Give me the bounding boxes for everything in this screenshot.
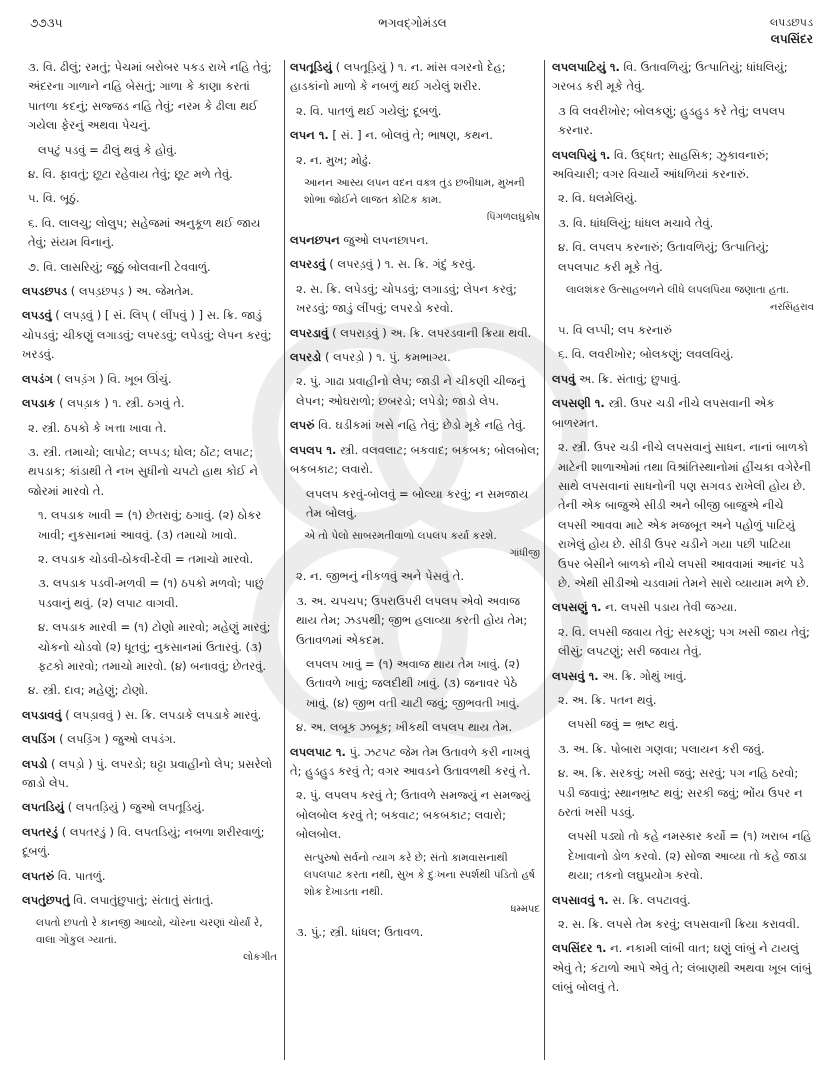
quote-source: ધમ્મપદ	[510, 903, 540, 915]
book-title: ભગવદ્ગોમંડલ	[378, 16, 447, 30]
column-divider	[284, 60, 285, 1060]
sense-line: ૫. વિ લપ્પી; લપ કરનારું	[558, 323, 672, 338]
headword: લપલપિયું ૧.	[552, 147, 611, 162]
definition-text: વિ. ઉદ્ધત; સાહસિક; ઝુકાવનારું; અવિચારી; વગર વિચાર્યે આંધળિયાં કરનારું.	[552, 147, 769, 182]
headword: લપતરડું	[22, 824, 59, 839]
sense-line: ૨. વિ. ધલમેલિયું.	[558, 191, 638, 206]
dictionary-entry	[552, 667, 814, 686]
dictionary-entry	[22, 798, 277, 817]
sense-line: ૨. પું. લપલપ કરવું તે; ઉતાવળે સમજ્યું ન સમજ્યું બોલબોલ કરવું તે; બકવાટ; બકબકાટ; લવારો; બોલબોલ.	[296, 788, 531, 842]
headword: લપતડિયું	[22, 800, 65, 815]
definition-text: ( લપરડ઼ો ) ૧. પું. કમભાગ્ય.	[324, 350, 451, 365]
sense-line: ૩ વિ લવરીખોર; બોલકણું; હુડહુડ કરે તેવું; લપલપ કરનાર.	[558, 103, 786, 138]
definition-text: ( લપડ઼ંગ ) વિ. ખૂબ ઊંચું.	[56, 371, 172, 386]
headword: લપડો	[22, 756, 48, 771]
sense-line: ૭. વિ. લાસરિયું; જૂઠું બોલવાની ટેવવાળું.	[28, 259, 211, 274]
quote-source: ગાંધીજી	[509, 548, 540, 560]
usage-quote	[552, 282, 814, 316]
quote-text: સત્પુરુષો સર્વનો ત્યાગ કરે છે; સંતો કામવાસનાથી લપલપાટ કરતા નથી, સુખ કે દુઃખના સ્પર્શથી પંડિતો હર્ષ શોક દેખાડતા નથી.	[304, 851, 535, 898]
column-middle	[290, 58, 540, 1063]
definition-text: અ. ક્રિ. સંતાવું; છુપાવું.	[578, 371, 681, 386]
sense-line: ૪. સ્ત્રી. દાવ; મહેણું; ટોણો.	[28, 683, 149, 698]
idiom-line: લપસી જવું = ભ્રષ્ટ થવું.	[568, 717, 679, 732]
definition-text: ( લપડ઼છપડ઼ ) અ. જેમતેમ.	[70, 284, 194, 299]
dictionary-entry	[290, 416, 540, 435]
page-header	[0, 0, 825, 58]
sense-line: ૪. વિ. ફાવતું; છૂટા રહેવાય તેવું; છૂટ મળે તેવું.	[28, 167, 233, 182]
sense-line: ૩. અ. ચપચપ; ઉપરાઉપરી લપલપ એવો અવાજ થાય તેમ; ઝડપથી; જીભ હલાવ્યા કરતી હોય તેમ; ઉતાવળમાં એકદમ.	[296, 593, 528, 647]
usage-quote	[290, 850, 540, 918]
dictionary-entry	[290, 231, 540, 250]
dictionary-entry	[22, 891, 277, 910]
dictionary-entry	[290, 348, 540, 367]
headword: લપડિંગ	[22, 732, 56, 747]
headword: લપતૂડિયું	[290, 60, 333, 74]
idiom-line: લપલપ ખાવું = (૧) અવાજ થાય તેમ ખાવું. (૨) ઉતાવળે ખાવું; જલદીથી ખાવું. (૩) જનાવર પેઠે ખાવું. (૪) જીભ વતી ચાટી જવું; જીભવતી ખાવું.	[306, 656, 520, 710]
idiom-line: ૪. લપડાક મારવી = (૧) ટોણો મારવો; મહેણું મારવું; ચોકનો ચોડવો (૨) ધૂતવું; નુકસાનમાં ઉતારવું. (૩) ફટકો મારવો; તમાચો મારવો. (૪) બનાવવું; છેતરવું.	[38, 620, 271, 673]
headword: લપડાવવું	[22, 707, 62, 722]
definition-text: જુઓ લપનછાપન.	[343, 233, 429, 248]
sense-line: ૨. ન. જીભનું નીકળવું અને પેસવું તે.	[296, 569, 465, 584]
dictionary-entry	[22, 394, 277, 413]
guide-word-last: લપસિંદર	[770, 32, 813, 46]
headword: લપડછપડ	[22, 284, 68, 299]
dictionary-entry	[552, 891, 814, 910]
usage-quote	[290, 175, 540, 226]
sense-line: ૪. વિ. લપલપ કરનારું; ઉતાવળિયું; ઉત્પાતિયું; લપલપાટ કરી મૂકે તેવું.	[558, 240, 770, 274]
dictionary-entry	[552, 394, 814, 433]
idiom-line: લપટું પડવું = ઢીલું થવું કે હોવું.	[38, 142, 178, 157]
sense-line: ૨. સ. ક્રિ. લપેડવું; ચોપડવું; લગાડવું; લેપન કરવું; ખરડવું; જાડું લીંપવું; લપરડો કરવો.	[296, 281, 517, 316]
definition-text: ( લપતૂડ઼િયું ) ૧. ન. માંસ વગરનો દેહ; હાડકાંનો માળો કે નબળું થઈ ગયેલું શરીર.	[290, 60, 506, 94]
guide-word-first: લપડછપડ	[769, 16, 813, 29]
headword: લપડાક	[22, 396, 56, 411]
sense-line: ૨. સ્ત્રી. ઉપર ચડી નીચે લપસવાનું સાધન. નાનાં બાળકો માટેની શાળાઓમાં તથા વિશ્રાંતિસ્થાનોમાં હીંચકા વગેરેની સાથે લપસવાનાં સાધનોની પણ સગવડ રાખેલી હોય છે. તેની એક બાજુએ સીડી અને બીજી બાજુએ નીચે લપસી આવવા માટે એક મજબૂત અને પહોળું પાટિયું રાખેલું હોય છે. સીડી ઉપર ચડીને ગયા પછી પાટિયા ઉપર બેસીને બાળકો નીચે લપસી આવવામાં આનંદ પડે છે. એથી સીડીઓ ચડવામાં તેમને સારો વ્યાયામ મળે છે.	[558, 440, 811, 590]
dictionary-entry	[22, 370, 277, 389]
dictionary-entry	[22, 730, 277, 749]
dictionary-entry	[552, 370, 814, 389]
dictionary-entry	[22, 755, 277, 794]
sense-line: ૩. વિ. ધાંધલિયું; ધાંધલ મચાવે તેવું.	[558, 215, 714, 230]
headword: લપરું	[290, 418, 315, 433]
dictionary-entry	[22, 867, 277, 886]
headword: લપસવું ૧.	[552, 668, 599, 683]
headword: લપલપ ૧.	[290, 442, 337, 457]
column-left	[22, 58, 277, 1063]
definition-text: સ્ત્રી. ઉપર ચડી નીચે લપસવાની એક બાળરમત.	[552, 396, 775, 430]
sense-line: ૪. અ. ક્રિ. સરકવું; ખસી જવું; સરવું; પગ નહિ ઠરવો; પડી જવાવું; સ્થાનભ્રષ્ટ થવું; સરકી જવું; ભોંય ઉપર ન ઠરતાં ખસી પડવું.	[558, 766, 803, 819]
sense-line: ૨. પું. ગાઢા પ્રવાહીનો લેપ; જાડી ને ચીકણી ચીજનું લેપન; ઓઘરાળો; છબરડો; લપેડો; જાડો લેપ.	[296, 374, 526, 408]
quote-text: આનન આસ્ય લપન વદન વક્ત્ર તુંડ છબીધામ, મુખની શોભા જોઈને લાજત કોટિક કામ.	[304, 177, 525, 207]
dictionary-entry	[290, 126, 540, 145]
page-number: ૭૭૩૫	[30, 16, 63, 30]
quote-text: લાલશંકર ઉત્સાહબળને લીધે લપલપિયા જણાતા હતા.	[566, 284, 790, 297]
guide-words	[770, 14, 813, 48]
dictionary-entry	[290, 324, 540, 343]
definition-text: અ. ક્રિ. ગોથું ખાવું.	[602, 668, 687, 683]
sense-line: ૨. સ. ક્રિ. લપસે તેમ કરવું; લપસવાની ક્રિયા કરાવવી.	[558, 917, 800, 932]
idiom-line: ૨. લપડાક ચોડવી-ઠોકવી-દેવી = તમાચો મારવો.	[38, 551, 254, 566]
definition-text: ન. લપસી પડાય તેવી જગ્યા.	[605, 600, 738, 615]
dictionary-entry	[552, 939, 814, 997]
headword: લપસિંદર ૧.	[552, 941, 607, 956]
sense-line: ૨. વિ. લપસી જવાય તેવું; સરકણું; પગ ખસી જાય તેવું; લીસું; લપટણું; સરી જવાય તેવું.	[558, 624, 810, 659]
sense-line: ૨. સ્ત્રી. ઠપકો કે ખત્તા ખાવા તે.	[28, 420, 167, 435]
definition-text: ( લપડ઼િંગ ) જુઓ લપડંગ.	[59, 732, 177, 747]
dictionary-columns	[0, 58, 825, 1068]
dictionary-entry	[290, 743, 540, 782]
dictionary-entry	[552, 58, 814, 97]
definition-text: ( લપડ઼ાક ) ૧. સ્ત્રી. ઠગવું તે.	[59, 396, 185, 411]
headword: લપરડો	[290, 350, 322, 365]
definition-text: સ્ત્રી. વલવલાટ; બકવાદ; બકબક; બોલબોલ; બકબકાટ; લવારો.	[290, 442, 540, 477]
quote-source: પિંગળલઘુકોષ	[486, 212, 540, 224]
definition-text: ( લપરાડ઼વું ) અ. ક્રિ. લપરડવાની ક્રિયા થવી.	[332, 325, 532, 340]
headword: લપતરું	[22, 868, 55, 883]
definition-text: વિ. ઘડીકમાં ખસે નહિ તેવું; છેડો મૂકે નહિ તેવું.	[318, 418, 526, 433]
headword: લપતુંછપતું	[22, 893, 70, 908]
dictionary-entry	[22, 306, 277, 364]
quote-source: લોકગીત	[243, 952, 277, 964]
definition-text: ન. નકામી લાંબી વાત; ઘણું લાંબું ને ટાયલું એવું તે; કંટાળો આપે એવું તે; લંબાણથી અથવા ખૂબ લાંબું લાંબું બોલવું તે.	[552, 941, 812, 995]
idiom-line: લપલપ કરવું-બોલવું = બોલ્યા કરવું; ન સમજાય તેમ બોલવું.	[306, 486, 529, 520]
definition-text: ( લપરડ઼વું ) ૧. સ. ક્રિ. ગંદું કરવું.	[329, 257, 476, 272]
sense-line: ૨. વિ. પાતળું થઈ ગયેલું; દૂબળું.	[296, 103, 442, 118]
sense-line: ૬. વિ. લાલચુ; લોલુપ; સહેજમાં અનુકૂળ થઈ જાય તેવું; સંયમ વિનાનું.	[28, 215, 261, 250]
sense-line: ૩. સ્ત્રી. તમાચો; લાપોટ; લપ્પડ; ધોલ; ઠોંટ; લપાટ; થપડાક; કાંડાથી તે નખ સુધીનો ચપટો હાથ કોઈ ને જોરમાં મારવો તે.	[28, 444, 258, 498]
sense-line: ૩. અ. ક્રિ. પોબારા ગણવા; પલાયન કરી જવું.	[558, 741, 765, 756]
headword: લપસણું ૧.	[552, 600, 602, 615]
sense-line: ૬. વિ. લવરીખોર; બોલકણું; લવલવિયું.	[558, 347, 734, 362]
headword: લપસાવવું ૧.	[552, 892, 609, 907]
definition-text: ( લપડ઼વું ) [ સં. લિપ્ ( લીંપવું ) ] સ. ક્રિ. જાડું ચોપડવું; ચીકણું લગાડવું; લપરડવું; લપેડવું; લેપન કરવું; ખરડવું.	[22, 308, 272, 362]
definition-text: [ સં. ] ન. બોલવું તે; ભાષણ, કથન.	[332, 128, 493, 143]
headword: લપનછપન	[290, 233, 340, 248]
sense-line: ૨. ન. મુખ; મોઢું.	[296, 152, 372, 167]
headword: લપડવું	[22, 308, 52, 323]
usage-quote	[290, 528, 540, 562]
definition-text: વિ. પાતળું.	[57, 868, 106, 883]
dictionary-entry	[22, 706, 277, 725]
dictionary-entry	[22, 282, 277, 301]
dictionary-entry	[552, 598, 814, 617]
definition-text: ( લપડ઼ો ) પું. લપરડો; ઘટ્ટા પ્રવાહીનો લેપ; પ્રસરેલો જાડો લેપ.	[22, 756, 273, 790]
definition-text: સ. ક્રિ. લપટાવવું.	[612, 892, 691, 907]
definition-text: વિ. લપાતુંછુપાતું; સંતાતું સંતાતું.	[73, 893, 214, 908]
definition-text: પું. ઝટપટ જેમ તેમ ઉતાવળે કરી નાખવું તે; હુડહુડ કરવું તે; વગર આવડને ઉતાવળથી કરવું તે.	[290, 744, 531, 778]
usage-quote	[22, 915, 277, 966]
definition-text: ( લપતરડ઼ું ) વિ. લપતડિયું; નબળા શરીરવાળું; દૂબળું.	[22, 824, 265, 859]
column-right	[552, 58, 814, 1063]
headword: લપલપાટ ૧.	[290, 744, 346, 759]
definition-text: ( લપતડ઼િયું ) જુઓ લપતૂડિયું.	[67, 800, 205, 815]
headword: લપરડવું	[290, 257, 326, 272]
column-divider	[544, 60, 545, 1060]
quote-text: એ તો પેલો સાબરમતીવાળો લપલપ કર્યા કરશે.	[304, 530, 497, 543]
sense-line: ૪. અ. લબૂક ઝબૂક; ખીકથી લપલપ થાય તેમ.	[296, 720, 513, 735]
headword: લપન ૧.	[290, 128, 329, 143]
dictionary-entry	[290, 441, 540, 480]
idiom-line: ૧. લપડાક ખાવી = (૧) છેતરાવું; ઠગાવું. (૨) ઠોકર ખાવી; નુકસાનમાં આવવું. (૩) તમાચો ખાવો.	[38, 508, 262, 542]
definition-text: ( લપડ઼ાવવું ) સ. ક્રિ. લપડાકે લપડાકે મારવું.	[65, 707, 262, 722]
headword: લપસણી ૧.	[552, 396, 605, 411]
headword: લપરડાવું	[290, 325, 329, 340]
dictionary-entry	[552, 146, 814, 185]
sense-line: ૩. વિ. ઢીલું; રમતું; પેચમાં બરોબર પકડ રાખે નહિ તેવું; અંદરના ગાળાને નહિ બેસતું; ગાળા કે કાણા કરતાં પાતળા કદનું; સજ્જડ નહિ તેવું; નરમ કે ઢીલા થઈ ગયેલા ફેરનું અથવા પેચનું.	[28, 60, 272, 133]
quote-source: નરસિંહરાવ	[770, 302, 814, 314]
definition-text: વિ. ઉતાવળિયું; ઉત્પાતિયું; ધાંધલિયું; ગરબડ કરી મૂકે તેવું.	[552, 60, 788, 94]
dictionary-entry	[290, 58, 540, 97]
dictionary-entry	[22, 823, 277, 862]
headword: લપડંગ	[22, 371, 53, 386]
dictionary-entry	[290, 255, 540, 274]
quote-text: લપતો છપતો રે કાનજી આવ્યો, ચોરના ચરણાં ચોર્યાં રે, વાલા ગોકુલ ગ્યાતાં.	[36, 917, 263, 947]
idiom-line: ૩. લપડાક પડવી-મળવી = (૧) ઠપકો મળવો; પાછું પડવાનું થવું. (૨) લપાટ વાગવી.	[38, 576, 264, 610]
sense-line: ૩. પું.; સ્ત્રી. ધાંધલ; ઉતાવળ.	[296, 924, 424, 939]
idiom-line: લપસી પડ્યો તો કહે નમસ્કાર કર્યો = (૧) ખરાબ નહિ દેખાવાનો ડોળ કરવો. (૨) સોજા આવ્યા તો કહે જાડા થયા; તકનો લઘુપ્રયોગ કરવો.	[568, 829, 812, 883]
headword: લપલપાટિયું ૧.	[552, 60, 620, 74]
headword: લપવું	[552, 371, 576, 386]
sense-line: ૨. અ. ક્રિ. પતન થવું.	[558, 692, 657, 707]
sense-line: ૫. વિ. બૂઠું.	[28, 191, 80, 206]
